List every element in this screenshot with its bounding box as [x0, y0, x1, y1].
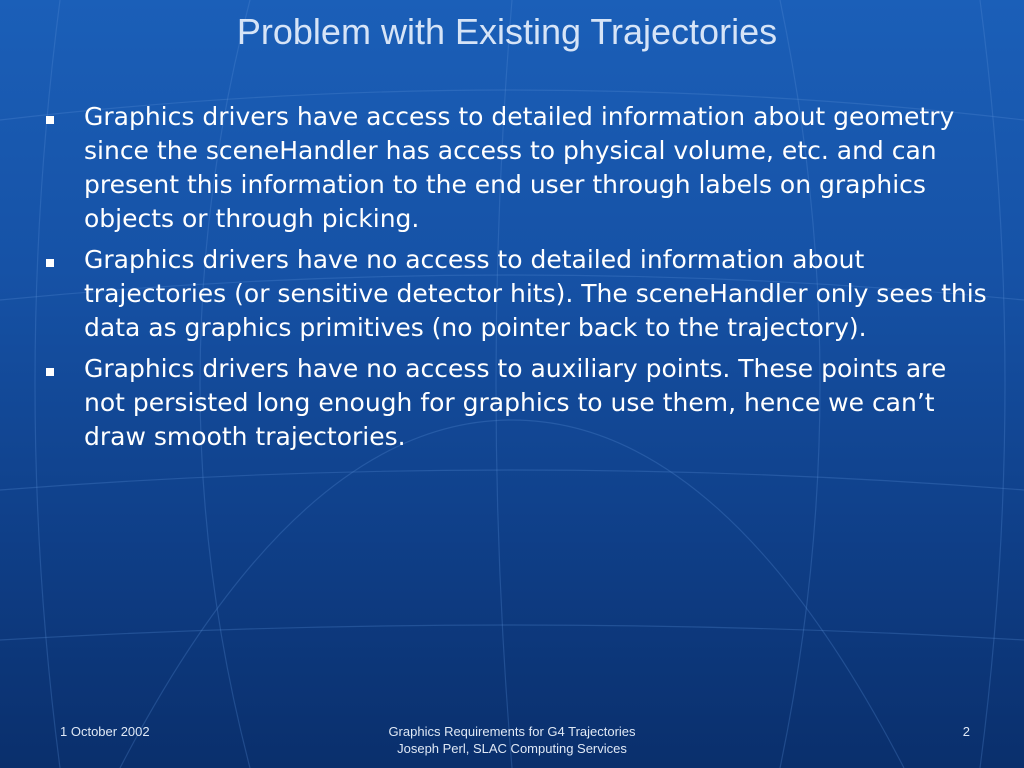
bullet-item	[40, 352, 990, 454]
bullet-text: Graphics drivers have no access to auxiliary points. These points are not persisted long enough for graphics to use them, hence we can’t draw smooth trajectories.	[84, 354, 947, 451]
footer-presentation-title: Graphics Requirements for G4 Trajectories	[388, 724, 636, 739]
square-bullet-icon	[46, 116, 54, 124]
footer-date: 1 October 2002	[60, 724, 150, 739]
slide-title: Problem with Existing Trajectories	[236, 11, 778, 52]
bullet-list	[40, 100, 990, 461]
bullet-item	[40, 243, 990, 345]
bullet-text: Graphics drivers have access to detailed information about geometry since the sceneHandler has access to physical volume, etc. and can present this information to the end user through labels on graphics objects or through picking.	[84, 102, 955, 233]
bullet-text: Graphics drivers have no access to detailed information about trajectories (or sensitive detector hits). The sceneHandler only sees this data as graphics primitives (no pointer back to the trajectory).	[84, 245, 987, 342]
footer-page-number: 2	[962, 724, 970, 739]
footer-center	[300, 723, 724, 757]
square-bullet-icon	[46, 368, 54, 376]
bullet-item	[40, 100, 990, 236]
footer-author: Joseph Perl, SLAC Computing Services	[397, 741, 627, 756]
square-bullet-icon	[46, 259, 54, 267]
